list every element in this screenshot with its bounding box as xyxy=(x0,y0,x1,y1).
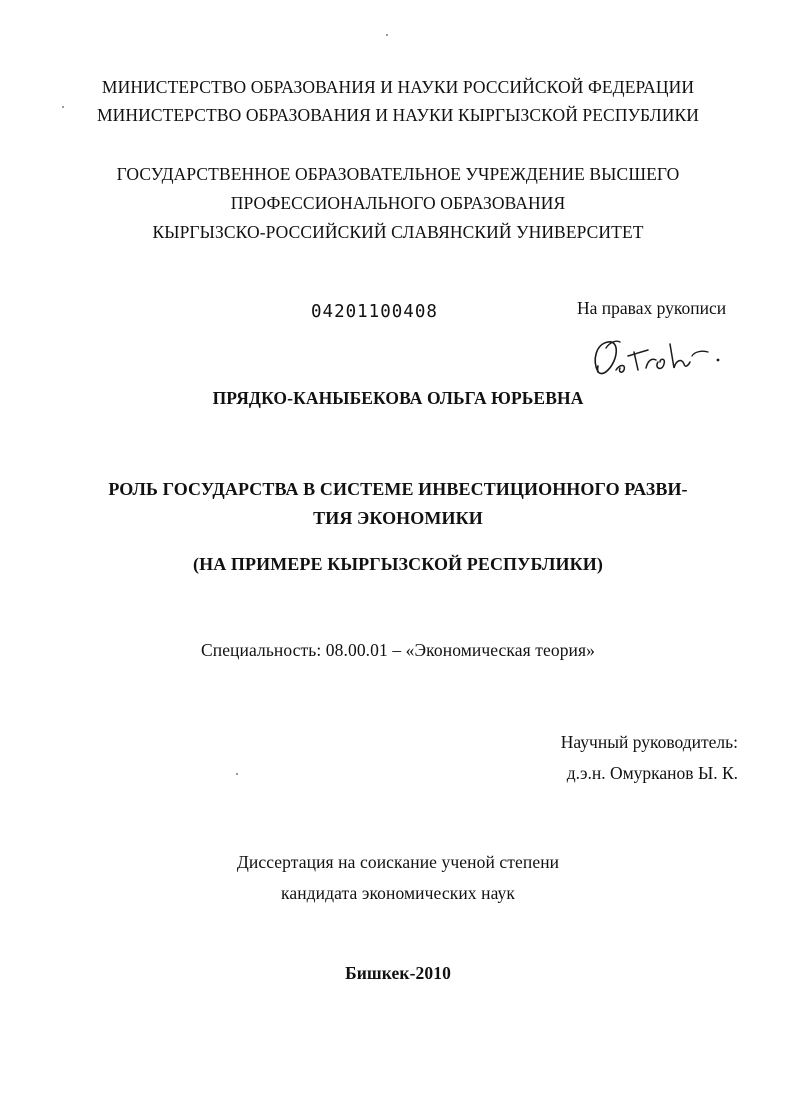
record-number: 04201100408 xyxy=(311,302,438,322)
institution-line-1: ГОСУДАРСТВЕННОЕ ОБРАЗОВАТЕЛЬНОЕ УЧРЕЖДЕНИЕ ВЫСШЕГО xyxy=(116,164,680,184)
degree-line-2: кандидата экономических наук xyxy=(280,883,516,903)
scan-speck xyxy=(236,773,238,775)
handwritten-signature xyxy=(590,330,725,385)
supervisor-label: Научный руководитель: xyxy=(560,732,738,752)
ministry-kg-line: МИНИСТЕРСТВО ОБРАЗОВАНИЯ И НАУКИ КЫРГЫЗСКОЙ РЕСПУБЛИКИ xyxy=(97,105,699,125)
ministry-ru-line: МИНИСТЕРСТВО ОБРАЗОВАНИЯ И НАУКИ РОССИЙСКОЙ ФЕДЕРАЦИИ xyxy=(101,77,695,97)
institution-line-3: КЫРГЫЗСКО-РОССИЙСКИЙ СЛАВЯНСКИЙ УНИВЕРСИТЕТ xyxy=(152,222,644,242)
title-subtitle: (НА ПРИМЕРЕ КЫРГЫЗСКОЙ РЕСПУБЛИКИ) xyxy=(193,554,603,574)
title-line-1: РОЛЬ ГОСУДАРСТВА В СИСТЕМЕ ИНВЕСТИЦИОННОГО РАЗВИ- xyxy=(108,479,688,499)
specialty: Специальность: 08.00.01 – «Экономическая теория» xyxy=(200,640,596,660)
title-line-2: ТИЯ ЭКОНОМИКИ xyxy=(313,508,483,528)
supervisor-name: д.э.н. Омурканов Ы. К. xyxy=(566,763,738,783)
rights-note: На правах рукописи xyxy=(577,298,727,318)
scan-speck xyxy=(386,34,388,36)
degree-line-1: Диссертация на соискание ученой степени xyxy=(236,852,560,872)
author-name: ПРЯДКО-КАНЫБЕКОВА ОЛЬГА ЮРЬЕВНА xyxy=(212,388,584,408)
city-year: Бишкек-2010 xyxy=(345,963,451,983)
institution-line-2: ПРОФЕССИОНАЛЬНОГО ОБРАЗОВАНИЯ xyxy=(230,193,566,213)
